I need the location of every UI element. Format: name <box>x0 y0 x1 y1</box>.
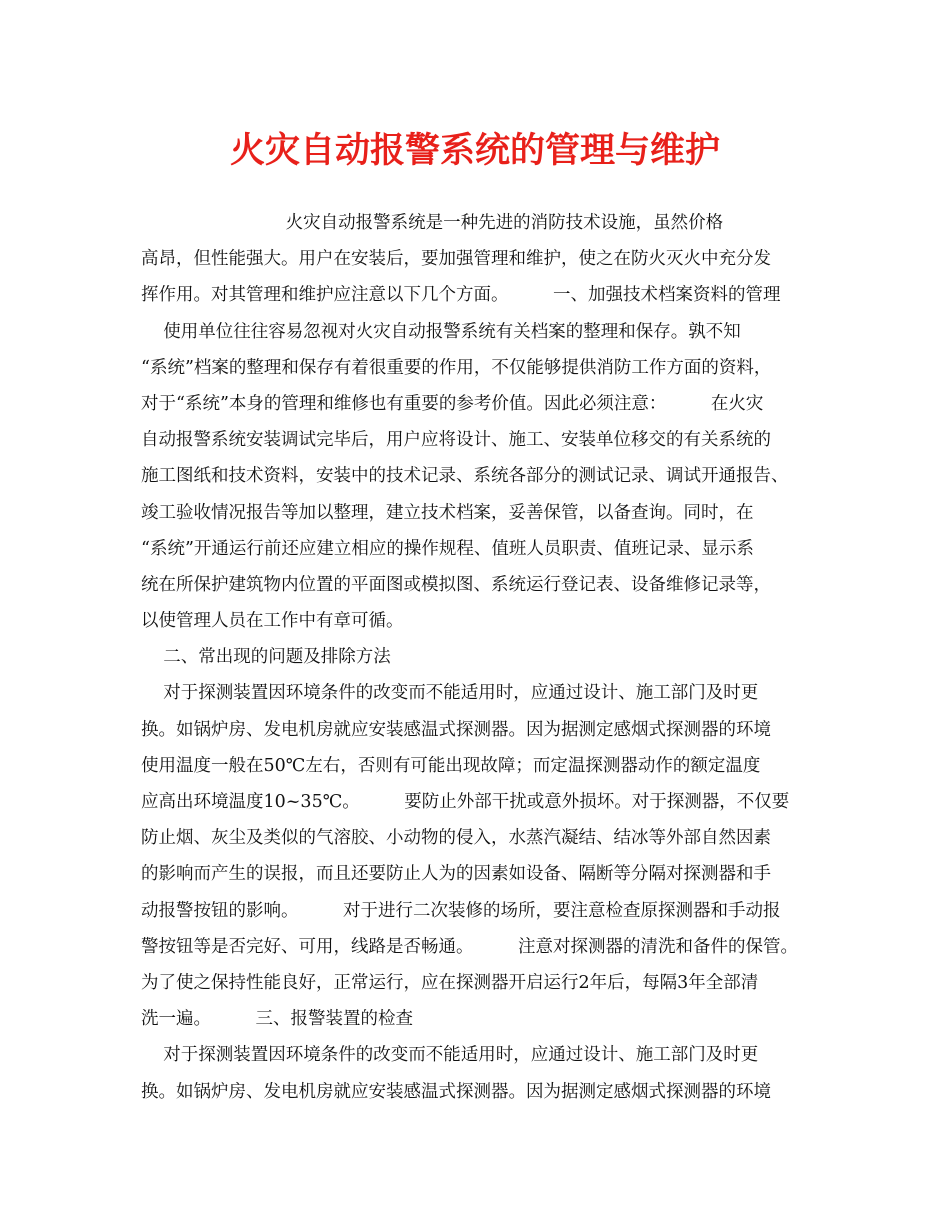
text-line: 为了使之保持性能良好，正常运行，应在探测器开启运行2年后，每隔3年全部清 <box>141 972 759 993</box>
text-line: 对于探测装置因环境条件的改变而不能适用时，应通过设计、施工部门及时更 <box>141 1045 759 1066</box>
text-line: 自动报警系统安装调试完毕后，用户应将设计、施工、安装单位移交的有关系统的 <box>141 430 771 451</box>
text-line: 使用单位往往容易忽视对火灾自动报警系统有关档案的整理和保存。孰不知 <box>141 321 741 342</box>
text-line: 统在所保护建筑物内位置的平面图或模拟图、系统运行登记表、设备维修记录等， <box>141 574 771 595</box>
text-line: 应高出环境温度10~35℃。 要防止外部干扰或意外损坏。对于探测器，不仅要 <box>141 792 790 812</box>
text-line: 换。如锅炉房、发电机房就应安装感温式探测器。因为据测定感烟式探测器的环境 <box>141 719 771 740</box>
text-line: 火灾自动报警系统是一种先进的消防技术设施，虽然价格 <box>141 213 724 233</box>
text-line: 高昂，但性能强大。用户在安装后，要加强管理和维护，使之在防火灭火中充分发 <box>141 249 771 270</box>
document-body <box>141 205 809 1110</box>
text-line: 防止烟、灰尘及类似的气溶胶、小动物的侵入，水蒸汽凝结、结冰等外部自然因素 <box>141 828 771 849</box>
section-heading: 二、常出现的问题及排除方法 <box>141 647 391 668</box>
text-line: 挥作用。对其管理和维护应注意以下几个方面。 一、加强技术档案资料的管理 <box>141 285 781 306</box>
text-line: 换。如锅炉房、发电机房就应安装感温式探测器。因为据测定感烟式探测器的环境 <box>141 1081 771 1102</box>
text-line: 以使管理人员在工作中有章可循。 <box>141 611 404 632</box>
text-line: 警按钮等是否完好、可用，线路是否畅通。 注意对探测器的清洗和备件的保管。 <box>141 936 798 957</box>
text-line: “系统”开通运行前还应建立相应的操作规程、值班人员职责、值班记录、显示系 <box>141 538 754 559</box>
text-line: 对于“系统”本身的管理和维修也有重要的参考价值。因此必须注意： 在火灾 <box>141 393 764 414</box>
text-line: 使用温度一般在50℃左右，否则有可能出现故障；而定温探测器动作的额定温度 <box>141 755 761 776</box>
text-line: 的影响而产生的误报，而且还要防止人为的因素如设备、隔断等分隔对探测器和手 <box>141 864 771 885</box>
document-title: 火灾自动报警系统的管理与维护 <box>229 130 720 171</box>
text-line: 对于探测装置因环境条件的改变而不能适用时，应通过设计、施工部门及时更 <box>141 683 759 704</box>
text-line: “系统”档案的整理和保存有着很重要的作用，不仅能够提供消防工作方面的资料， <box>141 357 772 378</box>
text-line: 动报警按钮的影响。 对于进行二次装修的场所，要注意检查原探测器和手动报 <box>141 900 781 921</box>
text-line: 施工图纸和技术资料，安装中的技术记录、系统各部分的测试记录、调试开通报告、 <box>141 466 789 487</box>
text-line: 洗一遍。 三、报警装置的检查 <box>141 1009 414 1030</box>
text-line: 竣工验收情况报告等加以整理，建立技术档案，妥善保管，以备查询。同时，在 <box>141 502 754 523</box>
